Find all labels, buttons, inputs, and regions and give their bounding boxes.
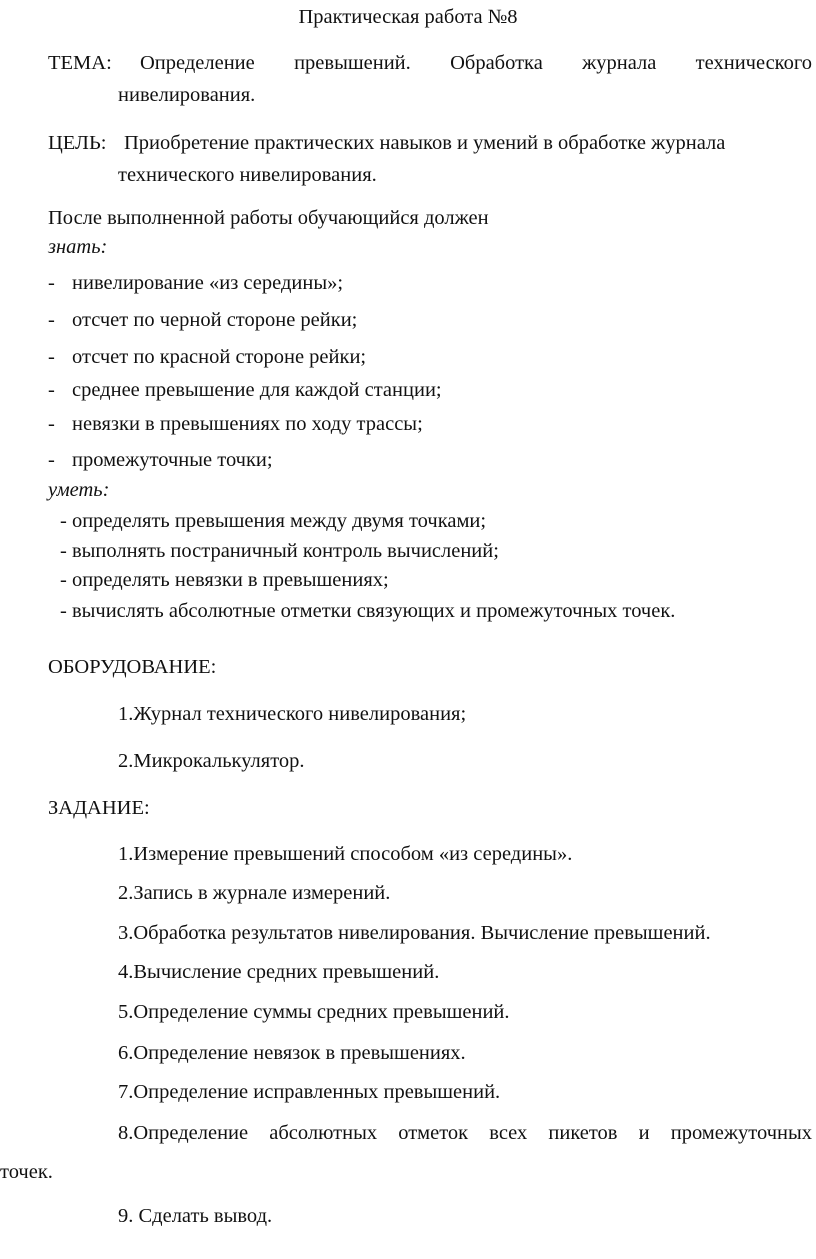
task-item: 2.Запись в журнале измерений. [118, 882, 391, 904]
equipment-item: 2.Микрокалькулятор. [118, 750, 305, 772]
cel-text-line2: технического нивелирования. [118, 164, 377, 186]
task-item: 6.Определение невязок в превышениях. [118, 1042, 466, 1064]
cel-text-line1: Приобретение практических навыков и умений в обработке журнала [124, 132, 726, 154]
know-heading: знать: [48, 236, 108, 258]
task-item: 5.Определение суммы средних превышений. [118, 1001, 510, 1023]
can-item: - вычислять абсолютные отметки связующих и промежуточных точек. [60, 600, 676, 622]
tema-text-line2: нивелирования. [118, 84, 256, 106]
task-item: 7.Определение исправленных превышений. [118, 1081, 501, 1103]
equipment-heading: ОБОРУДОВАНИЕ: [48, 656, 217, 678]
dash-bullet: - [48, 449, 55, 471]
task-item-9: 9. Сделать вывод. [118, 1205, 273, 1227]
can-item: - определять невязки в превышениях; [60, 569, 389, 591]
can-item: - выполнять постраничный контроль вычислений; [60, 540, 499, 562]
tema-label: ТЕМА: [48, 52, 112, 74]
can-item: - определять превышения между двумя точками; [60, 510, 487, 532]
document-title: Практическая работа №8 [298, 6, 518, 28]
cel-label: ЦЕЛЬ: [48, 132, 107, 154]
tema-text-line1: Определение превышений. Обработка журнала технического [140, 52, 812, 74]
can-heading: уметь: [48, 479, 110, 501]
task-item: 3.Обработка результатов нивелирования. Вычисление превышений. [118, 922, 711, 944]
task-item-8-line1: 8.Определение абсолютных отметок всех пикетов и промежуточных [118, 1122, 812, 1144]
know-item: - промежуточные точки; [48, 449, 273, 471]
dash-bullet: - [48, 309, 55, 331]
task-item-8-line2: точек. [0, 1161, 53, 1183]
know-item: - отсчет по черной стороне рейки; [48, 309, 358, 331]
dash-bullet: - [48, 272, 55, 294]
equipment-item: 1.Журнал технического нивелирования; [118, 703, 467, 725]
know-item: - нивелирование «из середины»; [48, 272, 344, 294]
task-item: 1.Измерение превышений способом «из середины». [118, 843, 573, 865]
know-item: - среднее превышение для каждой станции; [48, 379, 442, 401]
dash-bullet: - [48, 346, 55, 368]
know-item: - невязки в превышениях по ходу трассы; [48, 413, 423, 435]
dash-bullet: - [48, 379, 55, 401]
intro-text: После выполненной работы обучающийся должен [48, 207, 489, 229]
task-heading: ЗАДАНИЕ: [48, 797, 150, 819]
task-item: 4.Вычисление средних превышений. [118, 961, 440, 983]
dash-bullet: - [48, 413, 55, 435]
know-item: - отсчет по красной стороне рейки; [48, 346, 367, 368]
